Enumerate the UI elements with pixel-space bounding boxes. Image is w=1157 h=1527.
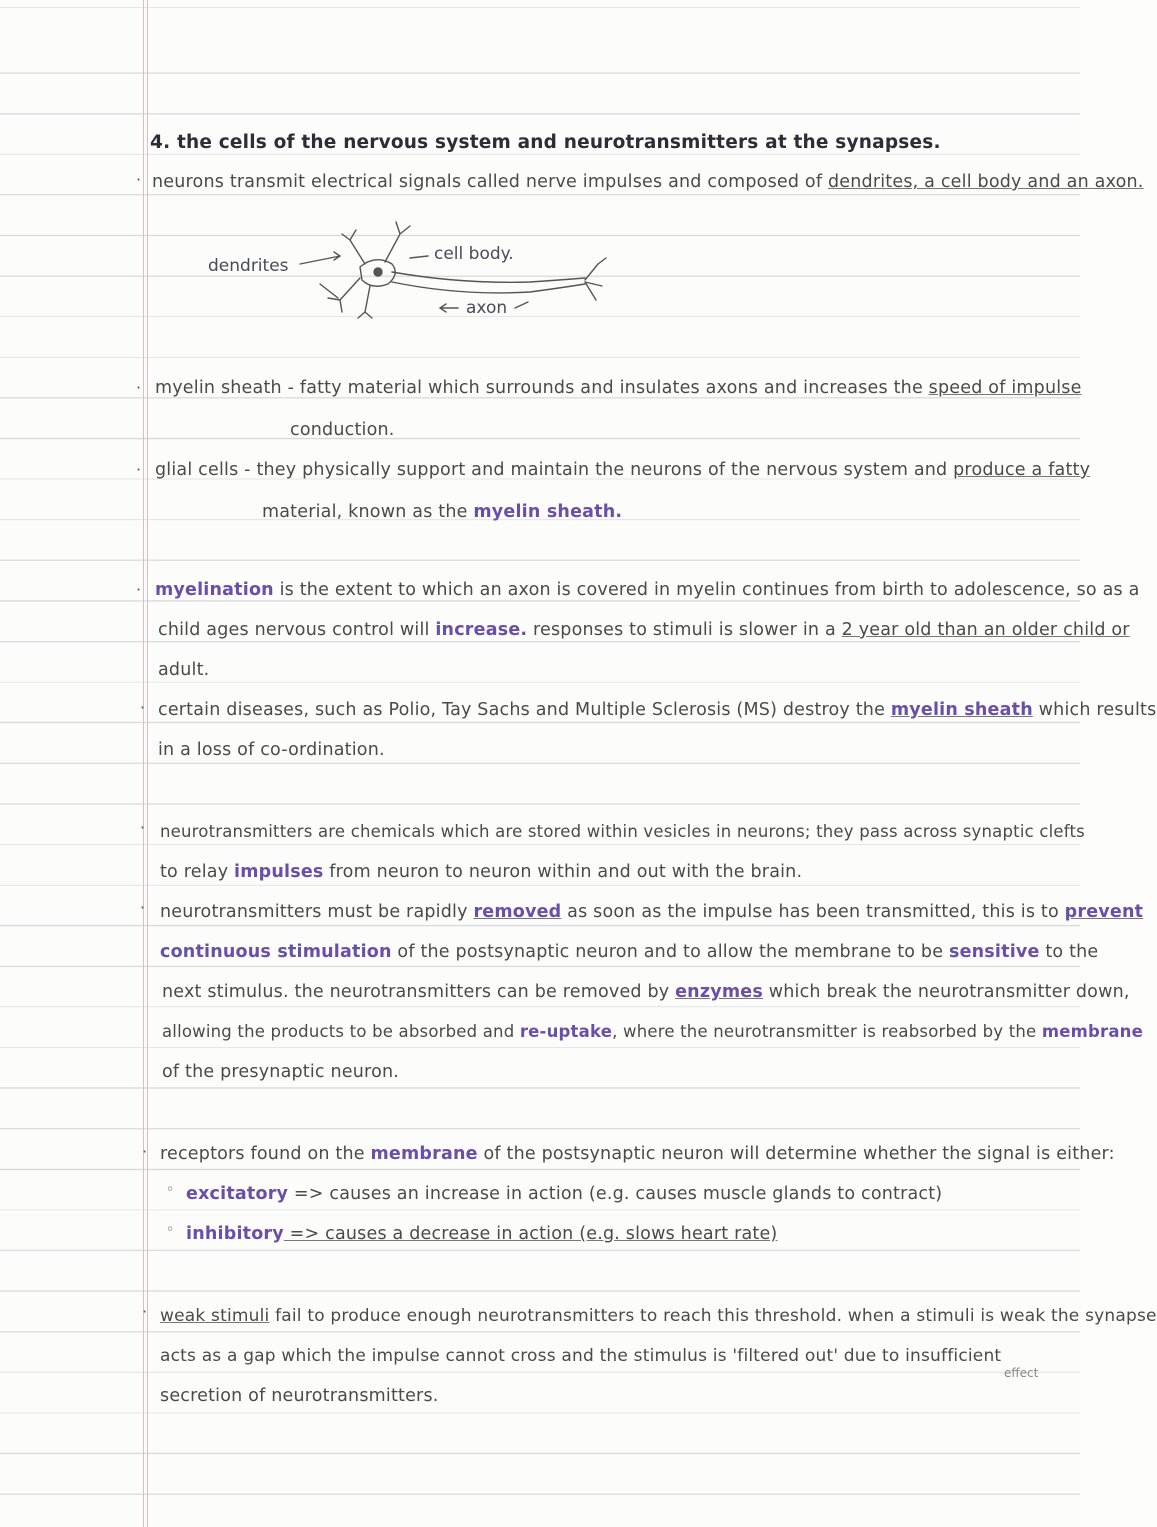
neurotransmitters-l: to the bbox=[1039, 942, 1099, 962]
sub-bullet: ◦ bbox=[166, 1182, 175, 1198]
label-dendrites: dendrites bbox=[208, 256, 289, 276]
myelination-d: responses to stimuli is slower in a bbox=[527, 620, 842, 640]
bullet: · bbox=[140, 698, 146, 717]
receptors-line1 bbox=[160, 1144, 1115, 1164]
neurotransmitters-i: continuous stimulation bbox=[160, 942, 392, 962]
neurotransmitters-line3 bbox=[160, 902, 1143, 922]
neurotransmitters-f: removed bbox=[473, 902, 562, 922]
neurotransmitters-d: from neuron to neuron within and out with the brain. bbox=[323, 862, 803, 882]
neurotransmitters-line2 bbox=[160, 862, 802, 882]
diseases-a: certain diseases, such as Polio, Tay Sachs and Multiple Sclerosis (MS) destroy the bbox=[158, 700, 891, 720]
sub-bullet: ◦ bbox=[166, 1222, 175, 1238]
diseases-line1 bbox=[158, 700, 1156, 720]
receptors-excitatory bbox=[186, 1184, 942, 1204]
page-title: 4. the cells of the nervous system and neurotransmitters at the synapses. bbox=[150, 132, 941, 153]
margin-line bbox=[143, 0, 144, 1527]
neuron-diagram bbox=[200, 212, 630, 332]
inhibitory-term: inhibitory bbox=[186, 1224, 284, 1244]
receptors-inhibitory bbox=[186, 1224, 777, 1244]
neurons-text-b: dendrites, a cell body and an axon. bbox=[827, 172, 1144, 192]
myelination-a: is the extent to which an axon is covered in myelin continues from birth to adolescence, so as a bbox=[273, 580, 1140, 600]
excitatory-term: excitatory bbox=[186, 1184, 289, 1204]
myelination-f: adult. bbox=[158, 660, 210, 680]
margin-note: effect bbox=[1004, 1366, 1039, 1380]
neurotransmitters-line4 bbox=[160, 942, 1098, 962]
weak-stimuli-b: fail to produce enough neurotransmitters to reach this threshold. when a stimuli is weak the synapse bbox=[269, 1306, 1157, 1326]
label-cell-body: cell body. bbox=[434, 244, 514, 264]
bullet: · bbox=[140, 898, 146, 917]
glial-cells-text bbox=[155, 460, 1090, 480]
myelin-sheath-a: myelin sheath - fatty material which surrounds and insulates axons and increases the bbox=[155, 378, 929, 398]
weak-stimuli-c: acts as a gap which the impulse cannot cross and the stimulus is 'filtered out' due to insufficient bbox=[160, 1346, 1002, 1366]
myelin-sheath-c: conduction. bbox=[290, 420, 395, 440]
myelin-sheath-text bbox=[155, 378, 1082, 398]
neurotransmitters-a: neurotransmitters are chemicals which are stored within vesicles in neurons; they pass across synaptic clefts bbox=[160, 822, 1085, 841]
glial-cells-b: produce a fatty bbox=[953, 460, 1091, 480]
weak-stimuli-d: secretion of neurotransmitters. bbox=[160, 1386, 439, 1406]
inhibitory-text: => causes a decrease in action (e.g. slows heart rate) bbox=[283, 1224, 778, 1244]
neurons-text bbox=[152, 172, 1144, 192]
bullet: · bbox=[136, 460, 142, 479]
receptors-c: of the postsynaptic neuron will determine whether the signal is either: bbox=[477, 1144, 1115, 1164]
neurotransmitters-m: next stimulus. the neurotransmitters can be removed by bbox=[162, 982, 676, 1002]
diseases-b: myelin sheath bbox=[890, 700, 1033, 720]
bullet: · bbox=[136, 580, 142, 599]
glial-cells-a: glial cells - they physically support and maintain the neurons of the nervous system and bbox=[155, 460, 954, 480]
neurotransmitters-line6 bbox=[162, 1022, 1143, 1041]
neurotransmitters-t: of the presynaptic neuron. bbox=[162, 1062, 400, 1082]
neurotransmitters-s: membrane bbox=[1041, 1022, 1144, 1041]
neurotransmitters-r: , where the neurotransmitter is reabsorbed by the bbox=[612, 1022, 1042, 1041]
myelination-line1 bbox=[155, 580, 1140, 600]
neurons-text-a: neurons transmit electrical signals called nerve impulses and composed of bbox=[152, 172, 828, 192]
neurotransmitters-h: prevent bbox=[1064, 902, 1144, 922]
excitatory-text: => causes an increase in action (e.g. causes muscle glands to contract) bbox=[288, 1184, 943, 1204]
myelination-term: myelination bbox=[155, 580, 274, 600]
glial-cells-line2 bbox=[262, 502, 622, 522]
neurotransmitters-o: which break the neurotransmitter down, bbox=[762, 982, 1130, 1002]
weak-stimuli-a: weak stimuli bbox=[160, 1306, 270, 1326]
diseases-c: which results bbox=[1032, 700, 1157, 720]
neurotransmitters-line5 bbox=[162, 982, 1130, 1002]
receptors-b: membrane bbox=[370, 1144, 478, 1164]
glial-cells-d: myelin sheath. bbox=[473, 502, 623, 522]
neurotransmitters-c: impulses bbox=[234, 862, 324, 882]
neurotransmitters-p: allowing the products to be absorbed and bbox=[162, 1022, 520, 1041]
myelination-e: 2 year old than an older child or bbox=[841, 620, 1130, 640]
neurotransmitters-n: enzymes bbox=[675, 982, 763, 1002]
bullet: · bbox=[136, 170, 142, 189]
weak-stimuli-line1 bbox=[160, 1306, 1157, 1326]
margin-line bbox=[147, 0, 148, 1527]
neurotransmitters-g: as soon as the impulse has been transmitted, this is to bbox=[561, 902, 1065, 922]
bullet: · bbox=[136, 378, 142, 397]
glial-cells-c: material, known as the bbox=[262, 502, 474, 522]
bullet: · bbox=[140, 818, 146, 837]
myelin-sheath-b: speed of impulse bbox=[928, 378, 1082, 398]
neurotransmitters-k: sensitive bbox=[948, 942, 1040, 962]
bullet: · bbox=[142, 1302, 148, 1321]
bullet: · bbox=[142, 1142, 148, 1161]
myelination-b: child ages nervous control will bbox=[158, 620, 436, 640]
diseases-d: in a loss of co-ordination. bbox=[158, 740, 385, 760]
myelination-line2 bbox=[158, 620, 1130, 640]
neurotransmitters-j: of the postsynaptic neuron and to allow the membrane to be bbox=[391, 942, 949, 962]
neurotransmitters-b: to relay bbox=[160, 862, 235, 882]
neurotransmitters-q: re-uptake bbox=[519, 1022, 613, 1041]
receptors-a: receptors found on the bbox=[160, 1144, 371, 1164]
label-axon: axon bbox=[466, 298, 508, 318]
neurotransmitters-e: neurotransmitters must be rapidly bbox=[160, 902, 474, 922]
myelination-c: increase. bbox=[435, 620, 528, 640]
